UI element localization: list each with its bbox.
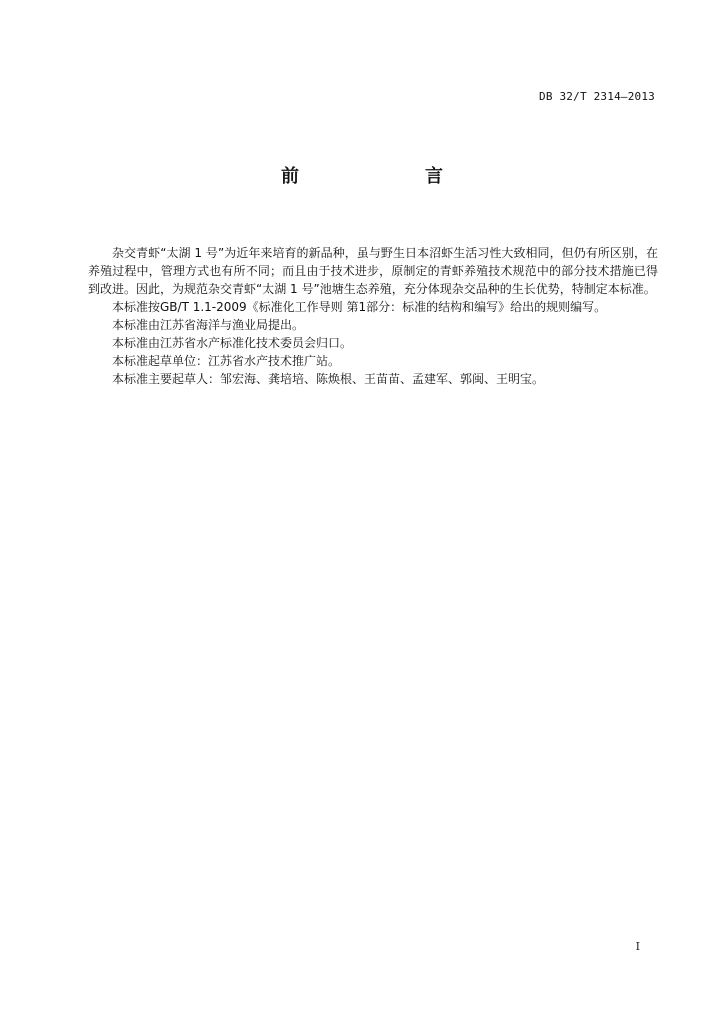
foreword-paragraph-drafting-unit: 本标准起草单位：江苏省水产技术推广站。: [112, 354, 341, 368]
page-number: I: [635, 940, 640, 953]
foreword-paragraph-intro: 杂交青虾“太湖 1 号”为近年来培育的新品种，虽与野生日本沼虾生活习性大致相同，但仍有所区别，在养殖过程中，管理方式也有所不同；而且由于技术进步，原制定的青虾养殖技术规范中的部分技术措施已得到改进。因此，为规范杂交青虾“太湖 1 号”池塘生态养殖，充分体现杂交品种的生长优势，特制定本标准。: [88, 246, 658, 296]
foreword-paragraph-proposer: 本标准由江苏省海洋与渔业局提出。: [112, 318, 305, 332]
foreword-paragraph-drafters: 本标准主要起草人：邹宏海、龚培培、陈焕根、王苗苗、孟建军、郭闽、王明宝。: [112, 372, 545, 386]
page-title: 前 言: [281, 166, 473, 187]
foreword-body: [88, 244, 658, 388]
foreword-paragraph-committee: 本标准由江苏省水产标准化技术委员会归口。: [112, 336, 353, 350]
foreword-paragraph-drafting-rules: 本标准按GB/T 1.1-2009《标准化工作导则 第1部分：标准的结构和编写》给出的规则编写。: [112, 300, 607, 314]
standard-code: DB 32/T 2314—2013: [539, 90, 655, 103]
